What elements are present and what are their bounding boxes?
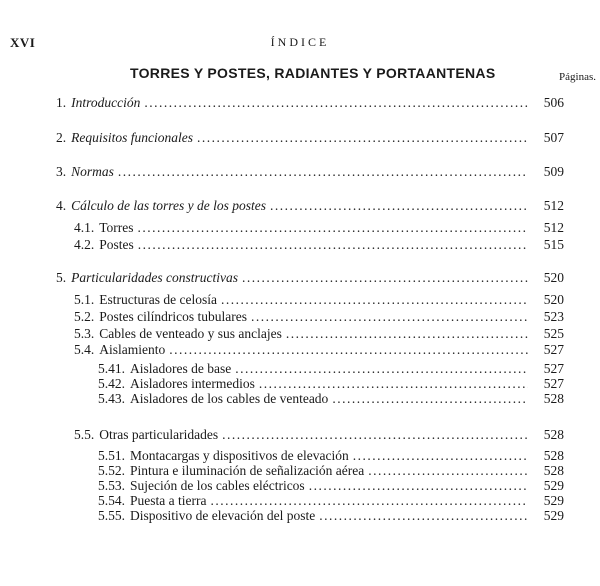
toc-entry-number: 2.	[56, 130, 67, 145]
toc-entry-title: Otras particularidades	[99, 427, 219, 442]
toc-entry-number: 5.4.	[74, 342, 95, 357]
dot-leader	[144, 95, 528, 111]
toc-entry-number: 5.1.	[74, 292, 95, 307]
dot-leader	[259, 376, 528, 392]
toc-entry-page: 527	[543, 342, 564, 357]
toc-entry	[56, 198, 564, 214]
toc-entry-number: 5.41.	[98, 361, 125, 376]
toc-entry	[56, 95, 564, 111]
toc-entry-page: 527	[543, 376, 564, 391]
section-title: TORRES Y POSTES, RADIANTES Y PORTAANTENAS	[130, 65, 496, 81]
toc-entry	[56, 164, 564, 180]
toc-entry-title: Torres	[99, 220, 134, 235]
toc-entry-title: Aislamiento	[99, 342, 166, 357]
toc-entry-page: 520	[543, 292, 564, 307]
toc-entry	[74, 292, 564, 308]
toc-entry-number: 5.43.	[98, 391, 125, 406]
dot-leader	[319, 508, 528, 524]
page-folio: XVI	[10, 35, 36, 50]
toc-entry-number: 5.52.	[98, 463, 125, 478]
dot-leader	[169, 342, 528, 358]
toc-entry-title: Introducción	[71, 95, 141, 110]
toc-entry-page: 529	[543, 493, 564, 508]
toc-entry-number: 4.2.	[74, 237, 95, 252]
toc-entry-number: 1.	[56, 95, 67, 110]
toc-entry	[98, 376, 564, 392]
dot-leader	[353, 448, 528, 464]
toc-entry-page: 528	[543, 448, 564, 463]
toc-entry	[74, 427, 564, 443]
toc-entry	[98, 493, 564, 509]
toc-entry-page: 506	[543, 95, 564, 110]
toc-entry	[98, 478, 564, 494]
dot-leader	[221, 292, 528, 308]
dot-leader	[235, 361, 528, 377]
dot-leader	[270, 198, 528, 214]
toc-entry	[74, 326, 564, 342]
toc-entry-page: 527	[543, 361, 564, 376]
toc-entry-title: Particularidades constructivas	[71, 270, 238, 285]
dot-leader	[197, 130, 528, 146]
toc-entry-title: Estructuras de celosía	[99, 292, 217, 307]
toc-entry-title: Pintura e iluminación de señalización aérea	[130, 463, 365, 478]
toc-entry-page: 528	[543, 391, 564, 406]
toc-entry-number: 5.5.	[74, 427, 95, 442]
running-head: ÍNDICE	[270, 35, 330, 49]
toc-entry	[98, 508, 564, 524]
toc-entry	[74, 237, 564, 253]
toc-entry-page: 512	[543, 198, 564, 213]
toc-entry-title: Aisladores intermedios	[130, 376, 255, 391]
dot-leader	[309, 478, 528, 494]
toc-entry-page: 528	[543, 427, 564, 442]
toc-entry-title: Normas	[71, 164, 114, 179]
toc-entry-page: 509	[543, 164, 564, 179]
toc-entry-title: Montacargas y dispositivos de elevación	[130, 448, 349, 463]
toc-entry-page: 512	[543, 220, 564, 235]
toc-entry	[56, 130, 564, 146]
toc-entry	[56, 270, 564, 286]
dot-leader	[242, 270, 528, 286]
toc-entry-number: 5.	[56, 270, 67, 285]
toc-entry-page: 525	[543, 326, 564, 341]
toc-entry-number: 3.	[56, 164, 67, 179]
toc-entry-title: Aisladores de los cables de venteado	[130, 391, 329, 406]
dot-leader	[222, 427, 528, 443]
dot-leader	[368, 463, 528, 479]
dot-leader	[210, 493, 528, 509]
toc-entry-page: 515	[543, 237, 564, 252]
toc-entry-number: 5.3.	[74, 326, 95, 341]
dot-leader	[118, 164, 528, 180]
toc-entry	[98, 361, 564, 377]
toc-entry-title: Postes cilíndricos tubulares	[99, 309, 247, 324]
toc-entry-page: 507	[543, 130, 564, 145]
toc-entry-title: Dispositivo de elevación del poste	[130, 508, 316, 523]
toc-entry-page: 529	[543, 478, 564, 493]
toc-entry	[74, 220, 564, 236]
toc-entry-title: Requisitos funcionales	[71, 130, 193, 145]
toc-entry-title: Cálculo de las torres y de los postes	[71, 198, 266, 213]
toc-entry	[74, 309, 564, 325]
dot-leader	[138, 237, 528, 253]
toc-entry-number: 5.55.	[98, 508, 125, 523]
dot-leader	[286, 326, 528, 342]
toc-entry-number: 5.51.	[98, 448, 125, 463]
toc-entry-page: 523	[543, 309, 564, 324]
toc-entry-title: Aisladores de base	[130, 361, 232, 376]
toc-entry-number: 5.2.	[74, 309, 95, 324]
toc-entry-page: 520	[543, 270, 564, 285]
toc-entry-page: 529	[543, 508, 564, 523]
toc-entry-title: Postes	[99, 237, 134, 252]
toc-entry	[98, 448, 564, 464]
toc-entry-title: Cables de venteado y sus anclajes	[99, 326, 282, 341]
toc-entry	[74, 342, 564, 358]
toc-entry	[98, 463, 564, 479]
toc-entry-number: 5.53.	[98, 478, 125, 493]
toc-entry-title: Sujeción de los cables eléctricos	[130, 478, 305, 493]
toc-entry-number: 5.54.	[98, 493, 125, 508]
toc-entry-page: 528	[543, 463, 564, 478]
toc-entry-number: 4.	[56, 198, 67, 213]
dot-leader	[251, 309, 528, 325]
toc-entry-number: 4.1.	[74, 220, 95, 235]
pages-column-label: Páginas.	[559, 71, 596, 83]
toc-entry	[98, 391, 564, 407]
dot-leader	[332, 391, 528, 407]
dot-leader	[138, 220, 528, 236]
toc-entry-title: Puesta a tierra	[130, 493, 207, 508]
toc-entry-number: 5.42.	[98, 376, 125, 391]
